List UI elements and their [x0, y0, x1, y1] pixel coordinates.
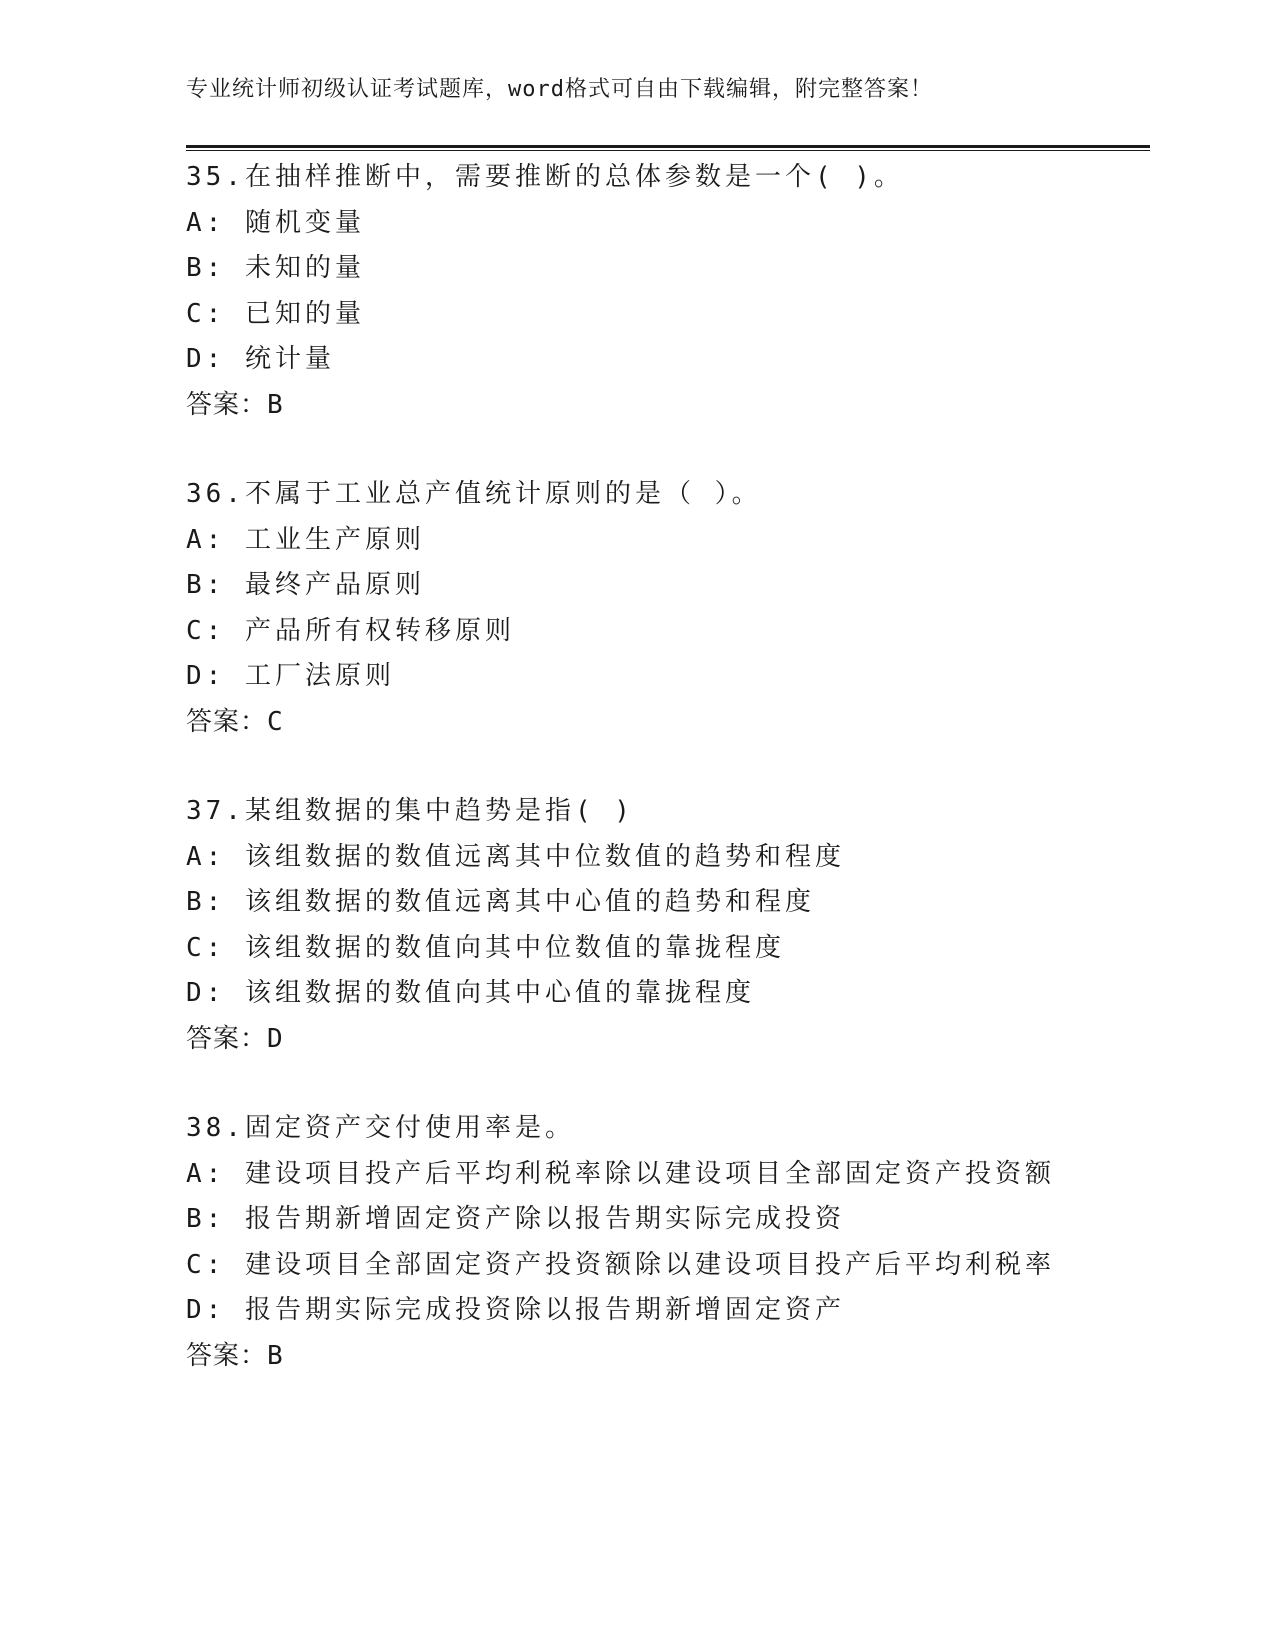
answer-line	[186, 1017, 1150, 1063]
option-b: B: 该组数据的数值远离其中心值的趋势和程度	[186, 887, 815, 917]
option-c: C: 该组数据的数值向其中位数值的靠拢程度	[186, 932, 785, 963]
answer-label: 答案：	[186, 706, 268, 737]
option-b: B: 未知的量	[186, 253, 365, 283]
answer-value: D	[267, 1023, 284, 1054]
option-c: C: 产品所有权转移原则	[186, 615, 515, 646]
answer-line	[186, 1334, 1150, 1380]
question-35	[186, 155, 1150, 428]
answer-value: C	[267, 706, 284, 737]
option-d: D: 统计量	[186, 344, 335, 374]
document-header: 专业统计师初级认证考试题库，word格式可自由下载编辑，附完整答案！	[186, 77, 933, 102]
answer-value: B	[267, 389, 284, 420]
answer-label: 答案：	[186, 389, 268, 420]
question-stem: 37.某组数据的集中趋势是指( )	[186, 796, 634, 826]
option-b: B: 最终产品原则	[186, 570, 425, 600]
answer-label: 答案：	[186, 1023, 268, 1054]
option-c: C: 建设项目全部固定资产投资额除以建设项目投产后平均利税率	[186, 1249, 1055, 1280]
option-b: B: 报告期新增固定资产除以报告期实际完成投资	[186, 1204, 845, 1234]
option-d: D: 该组数据的数值向其中心值的靠拢程度	[186, 978, 755, 1008]
question-38	[186, 1106, 1150, 1379]
option-a: A: 工业生产原则	[186, 524, 425, 555]
answer-value: B	[267, 1340, 284, 1371]
question-36	[186, 472, 1150, 745]
question-stem: 38.固定资产交付使用率是。	[186, 1113, 575, 1143]
answer-line	[186, 700, 1150, 746]
question-stem: 36.不属于工业总产值统计原则的是（ ）。	[186, 479, 762, 509]
option-d: D: 报告期实际完成投资除以报告期新增固定资产	[186, 1295, 845, 1325]
option-d: D: 工厂法原则	[186, 661, 395, 691]
question-stem: 35.在抽样推断中，需要推断的总体参数是一个( )。	[186, 162, 904, 192]
option-a: A: 随机变量	[186, 207, 365, 238]
header-rule-thick	[186, 145, 1150, 148]
option-a: A: 建设项目投产后平均利税率除以建设项目全部固定资产投资额	[186, 1158, 1055, 1189]
header-rule-thin	[186, 150, 1150, 151]
question-37	[186, 789, 1150, 1062]
option-a: A: 该组数据的数值远离其中位数值的趋势和程度	[186, 841, 845, 872]
answer-label: 答案：	[186, 1340, 268, 1371]
answer-line	[186, 383, 1150, 429]
option-c: C: 已知的量	[186, 298, 365, 329]
